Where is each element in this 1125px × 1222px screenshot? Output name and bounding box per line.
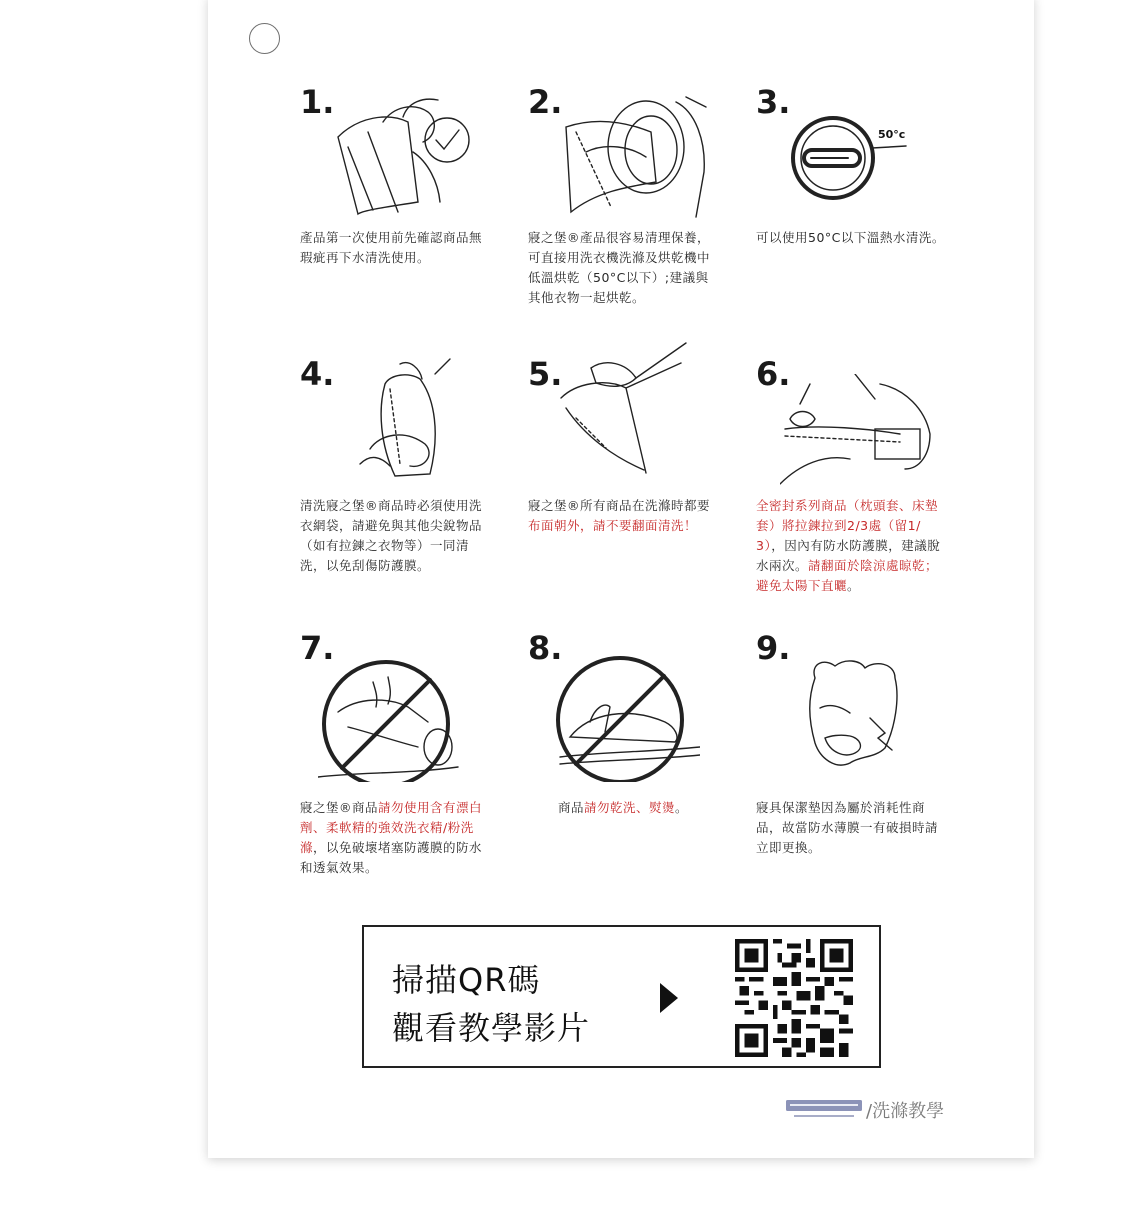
washing-machine-illustration	[556, 92, 711, 222]
no-dry-clean-no-iron-icon	[550, 652, 700, 782]
check-product-illustration	[328, 92, 478, 222]
zipper-illustration	[780, 374, 940, 494]
play-arrow-icon	[660, 983, 678, 1013]
step-number: 6.	[756, 355, 791, 393]
step-description: 寢之堡®產品很容易清理保養，可直接用洗衣機洗滌及烘乾機中低溫烘乾（50°C以下）;建議與其他衣物一起烘乾。	[528, 230, 711, 305]
temperature-label: 50°c	[878, 128, 906, 141]
step-number: 2.	[528, 83, 563, 121]
step-number: 7.	[300, 629, 335, 667]
hang-hole	[249, 23, 280, 54]
step-description: 清洗寢之堡®商品時必須使用洗衣網袋，請避免與其他尖銳物品（如有拉鍊之衣物等）一同清洗，以免刮傷防護膜。	[300, 498, 483, 573]
laundry-bag-illustration	[340, 354, 460, 494]
step-number: 8.	[528, 629, 563, 667]
step-number: 1.	[300, 83, 335, 121]
step-number: 9.	[756, 629, 791, 667]
step-number: 3.	[756, 83, 791, 121]
brand-logo	[786, 1096, 862, 1126]
step-description: 全密封系列商品（枕頭套、床墊套）將拉鍊拉到2/3處（留1/3），因內有防水防護膜，建議脫水兩次。請翻面於陰涼處晾乾；避免太陽下直曬。	[756, 498, 941, 593]
qr-section	[362, 925, 881, 1068]
footer-title: /洗滌教學	[866, 1101, 945, 1122]
qr-title-line1: 掃描QR碼	[392, 961, 541, 999]
no-bleach-icon	[318, 652, 463, 782]
qr-title-line2: 觀看教學影片	[392, 1009, 591, 1047]
step-description: 產品第一次使用前先確認商品無瑕疵再下水清洗使用。	[300, 230, 483, 265]
step-number: 5.	[528, 355, 563, 393]
qr-code[interactable]	[734, 939, 854, 1061]
damaged-protector-illustration	[800, 658, 910, 778]
fabric-side-out-illustration	[556, 338, 696, 478]
step-description: 寢之堡®所有商品在洗滌時都要布面朝外，請不要翻面清洗！	[528, 498, 711, 533]
temperature-dial-icon	[786, 112, 916, 202]
step-description: 商品請勿乾洗、熨燙。	[558, 800, 689, 815]
step-description: 可以使用50°C以下溫熱水清洗。	[756, 230, 945, 245]
step-description: 寢具保潔墊因為屬於消耗性商品，故當防水薄膜一有破損時請立即更換。	[756, 800, 939, 855]
step-description: 寢之堡®商品請勿使用含有漂白劑、柔軟精的強效洗衣精/粉洗滌，以免破壞堵塞防護膜的防水和透氣效果。	[300, 800, 483, 875]
step-number: 4.	[300, 355, 335, 393]
